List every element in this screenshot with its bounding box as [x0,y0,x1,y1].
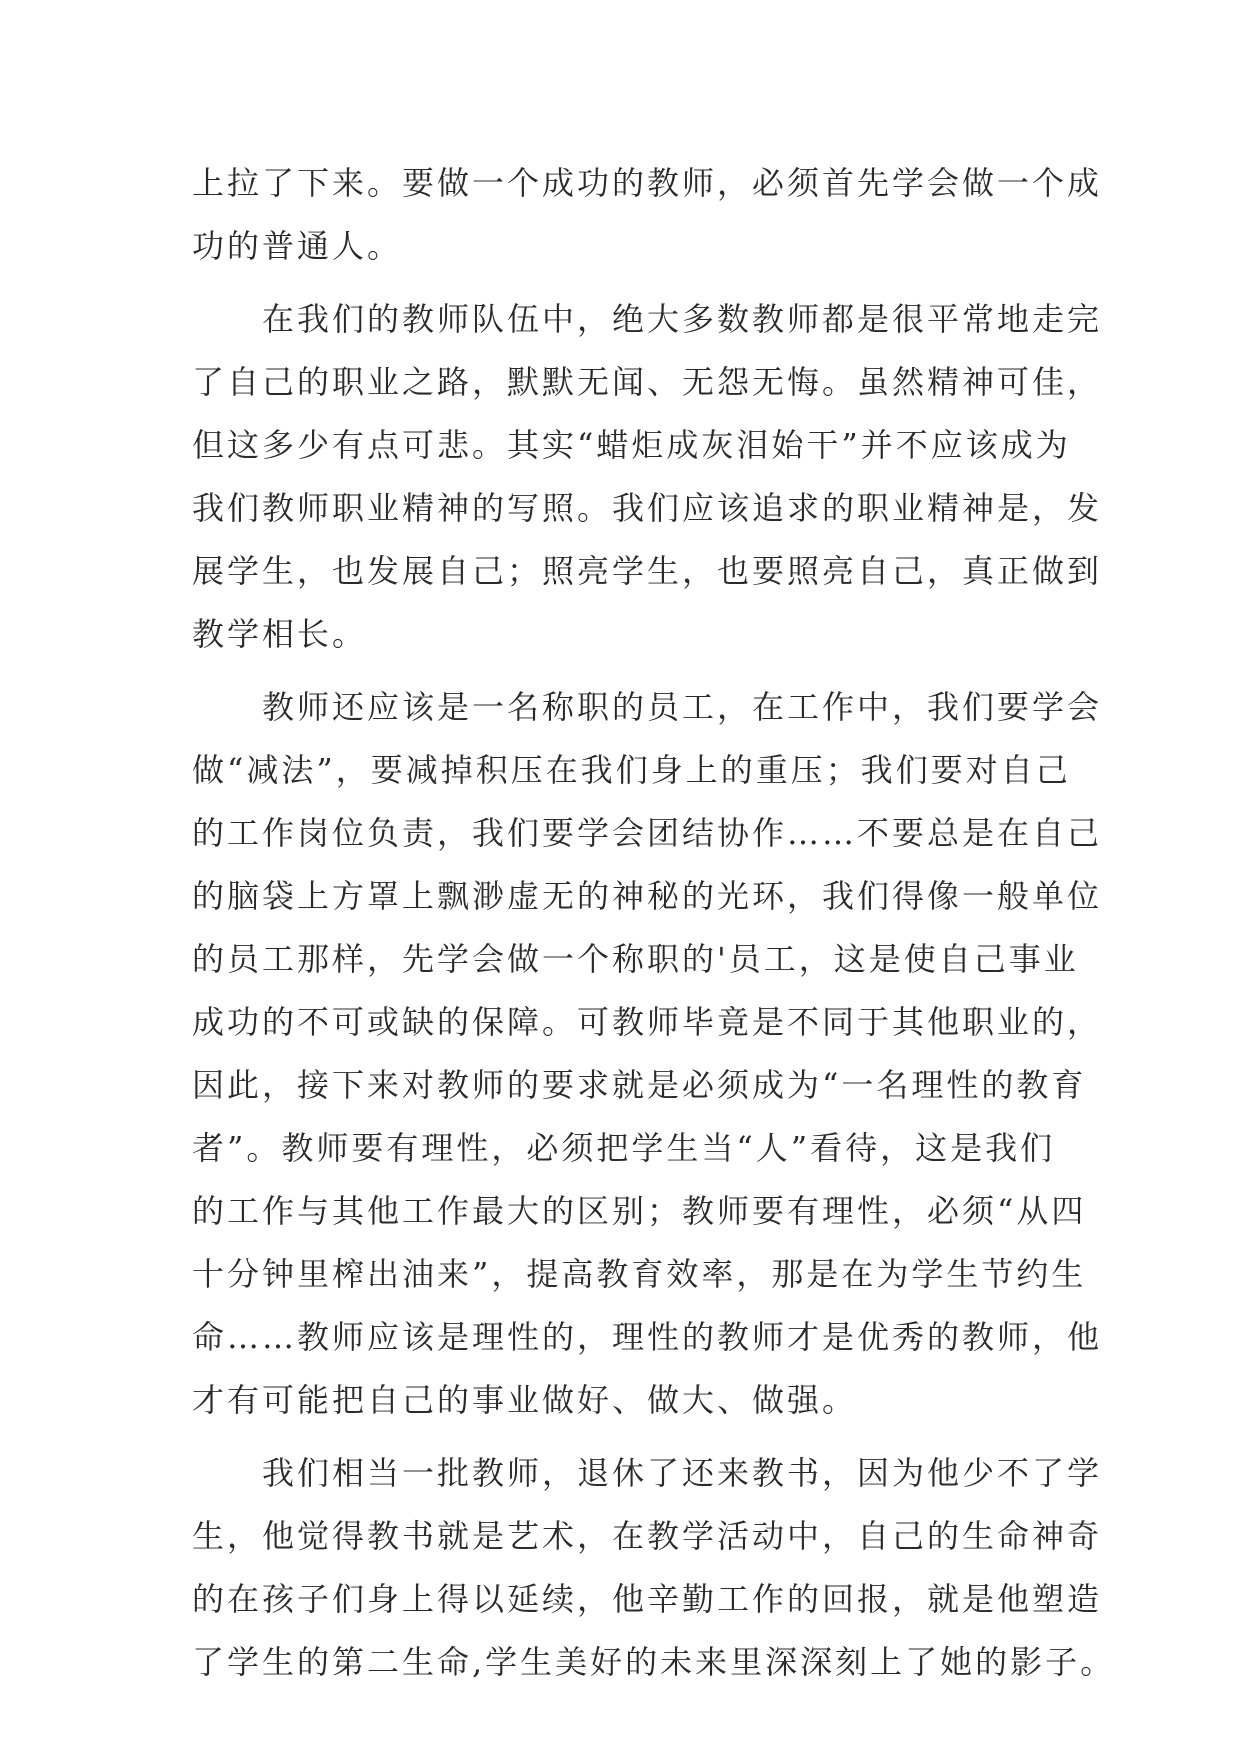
paragraph [192,1442,1116,1694]
paragraph [192,676,1103,1432]
text-line: 但这多少有点可悲。其实“蜡炬成灰泪始干”并不应该成为 [192,426,1071,464]
text-line: 的在孩子们身上得以延续，他辛勤工作的回报，就是他塑造 [192,1580,1103,1618]
text-line: 上拉了下来。要做一个成功的教师，必须首先学会做一个成 [192,164,1103,202]
text-line: 的工作与其他工作最大的区别；教师要有理性，必须“从四 [192,1192,1087,1230]
text-line: 的工作岗位负责，我们要学会团结协作……不要总是在自己 [192,814,1103,852]
text-line: 我们教师职业精神的写照。我们应该追求的职业精神是，发 [192,489,1103,527]
text-line: 才有可能把自己的事业做好、做大、做强。 [192,1381,858,1419]
text-line: 的脑袋上方罩上飘渺虚无的神秘的光环，我们得像一般单位 [192,877,1103,915]
text-line: 十分钟里榨出油来”，提高教育效率，那是在为学生节约生 [192,1255,1087,1293]
body-text [192,152,1116,1694]
text-line: 生，他觉得教书就是艺术，在教学活动中，自己的生命神奇 [192,1517,1103,1555]
text-line: 教学相长。 [192,615,368,653]
text-line: 做“减法”，要减掉积压在我们身上的重压；我们要对自己 [192,751,1071,789]
text-line: 教师还应该是一名称职的员工，在工作中，我们要学会 [262,688,1103,726]
text-line: 者”。教师要有理性，必须把学生当“人”看待，这是我们 [192,1129,1056,1167]
text-line: 展学生，也发展自己；照亮学生，也要照亮自己，真正做到 [192,552,1103,590]
text-line: 功的普通人。 [192,227,403,265]
text-line: 成功的不可或缺的保障。可教师毕竟是不同于其他职业的， [192,1003,1103,1041]
text-line: 命……教师应该是理性的，理性的教师才是优秀的教师，他 [192,1318,1103,1356]
text-line: 了自己的职业之路，默默无闻、无怨无悔。虽然精神可佳， [192,363,1103,401]
paragraph [192,152,1103,278]
text-line: 了学生的第二生命,学生美好的未来里深深刻上了她的影子。 [192,1643,1116,1681]
text-line: 在我们的教师队伍中，绝大多数教师都是很平常地走完 [262,300,1103,338]
text-line: 因此，接下来对教师的要求就是必须成为“一名理性的教育 [192,1066,1087,1104]
text-line: 我们相当一批教师，退休了还来教书，因为他少不了学 [262,1454,1103,1492]
text-line: 的员工那样，先学会做一个称职的'员工，这是使自己事业 [192,940,1079,978]
paragraph [192,288,1103,666]
